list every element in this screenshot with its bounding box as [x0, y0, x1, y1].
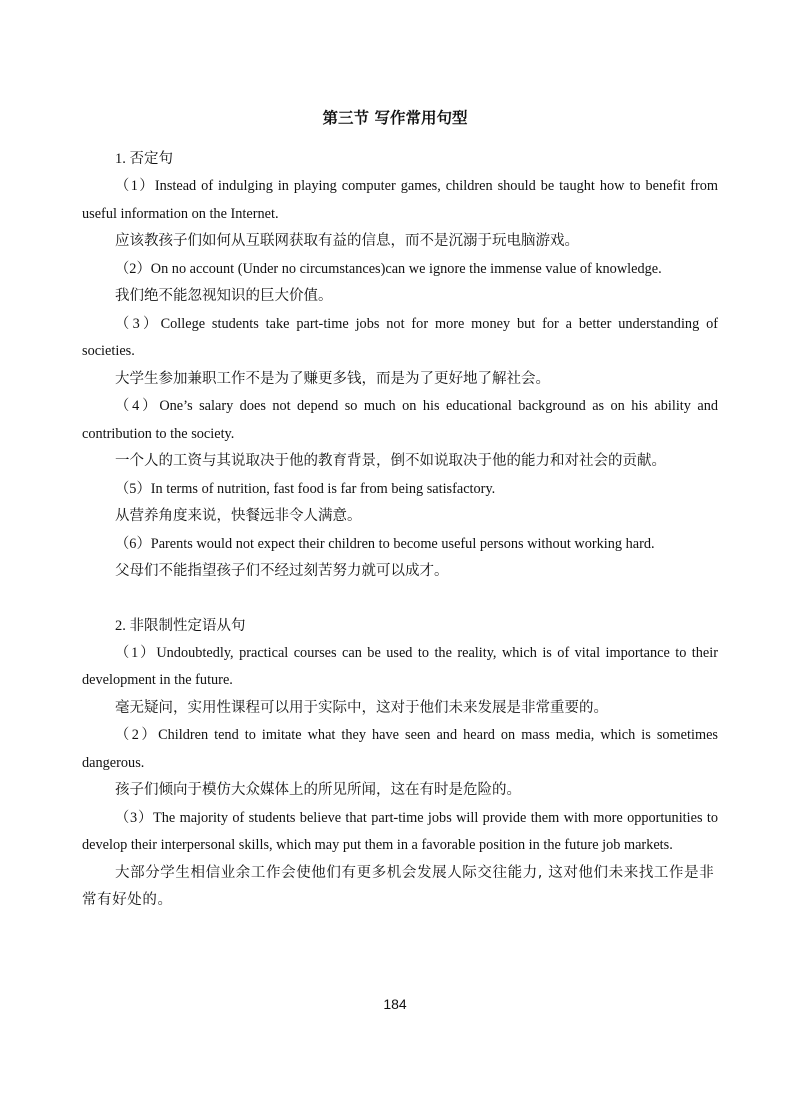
example-sentence-en: （2）On no account (Under no circumstances)can we ignore the immense value of knowledge. [115, 260, 662, 277]
example-sentence-zh: 大学生参加兼职工作不是为了赚更多钱，而是为了更好地了解社会。 [115, 370, 550, 387]
section-heading: 2. 非限制性定语从句 [115, 617, 246, 634]
document-body [82, 146, 718, 915]
example-sentence-zh: 一个人的工资与其说取决于他的教育背景，倒不如说取决于他的能力和对社会的贡献。 [115, 453, 666, 469]
section-spacer [82, 586, 718, 613]
example-sentence-en: （3）College students take part-time jobs not for more money but for a better understanding of societies. [82, 315, 718, 359]
example-sentence-zh: 毫无疑问，实用性课程可以用于实际中，这对于他们未来发展是非常重要的。 [115, 699, 608, 716]
example-sentence-zh: 父母们不能指望孩子们不经过刻苦努力就可以成才。 [115, 563, 449, 579]
page-number: 184 [383, 996, 407, 1012]
example-sentence-en: （4）One’s salary does not depend so much on his educational background as on his ability and contribution to the society. [82, 398, 718, 442]
example-sentence-en: （5）In terms of nutrition, fast food is far from being satisfactory. [115, 480, 496, 497]
example-sentence-zh: 从营养角度来说，快餐远非令人满意。 [115, 508, 362, 524]
section-title: 第三节 写作常用句型 [322, 109, 468, 127]
example-sentence-zh: 我们绝不能忽视知识的巨大价值。 [115, 288, 333, 304]
example-sentence-en: （2）Children tend to imitate what they have seen and heard on mass media, which is sometimes dangerous. [82, 727, 718, 771]
example-sentence-en: （3）The majority of students believe that part-time jobs will provide them with more opportunities to develop their interpersonal skills, which may put them in a favorable position in the future job markets. [82, 809, 718, 853]
example-sentence-zh: 应该教孩子们如何从互联网获取有益的信息，而不是沉溺于玩电脑游戏。 [115, 233, 579, 249]
example-sentence-en: （1）Undoubtedly, practical courses can be used to the reality, which is of vital importance to their development in the future. [82, 644, 718, 688]
example-sentence-en: （1）Instead of indulging in playing computer games, children should be taught how to benefit from useful information on the Internet. [82, 178, 718, 222]
example-sentence-en: （6）Parents would not expect their children to become useful persons without working hard. [115, 535, 655, 552]
example-sentence-zh: 大部分学生相信业余工作会使他们有更多机会发展人际交往能力, 这对他们未来找工作是非常有好处的。 [82, 864, 715, 908]
section-heading: 1. 否定句 [115, 151, 173, 167]
example-sentence-zh: 孩子们倾向于模仿大众媒体上的所见所闻，这在有时是危险的。 [115, 782, 521, 798]
